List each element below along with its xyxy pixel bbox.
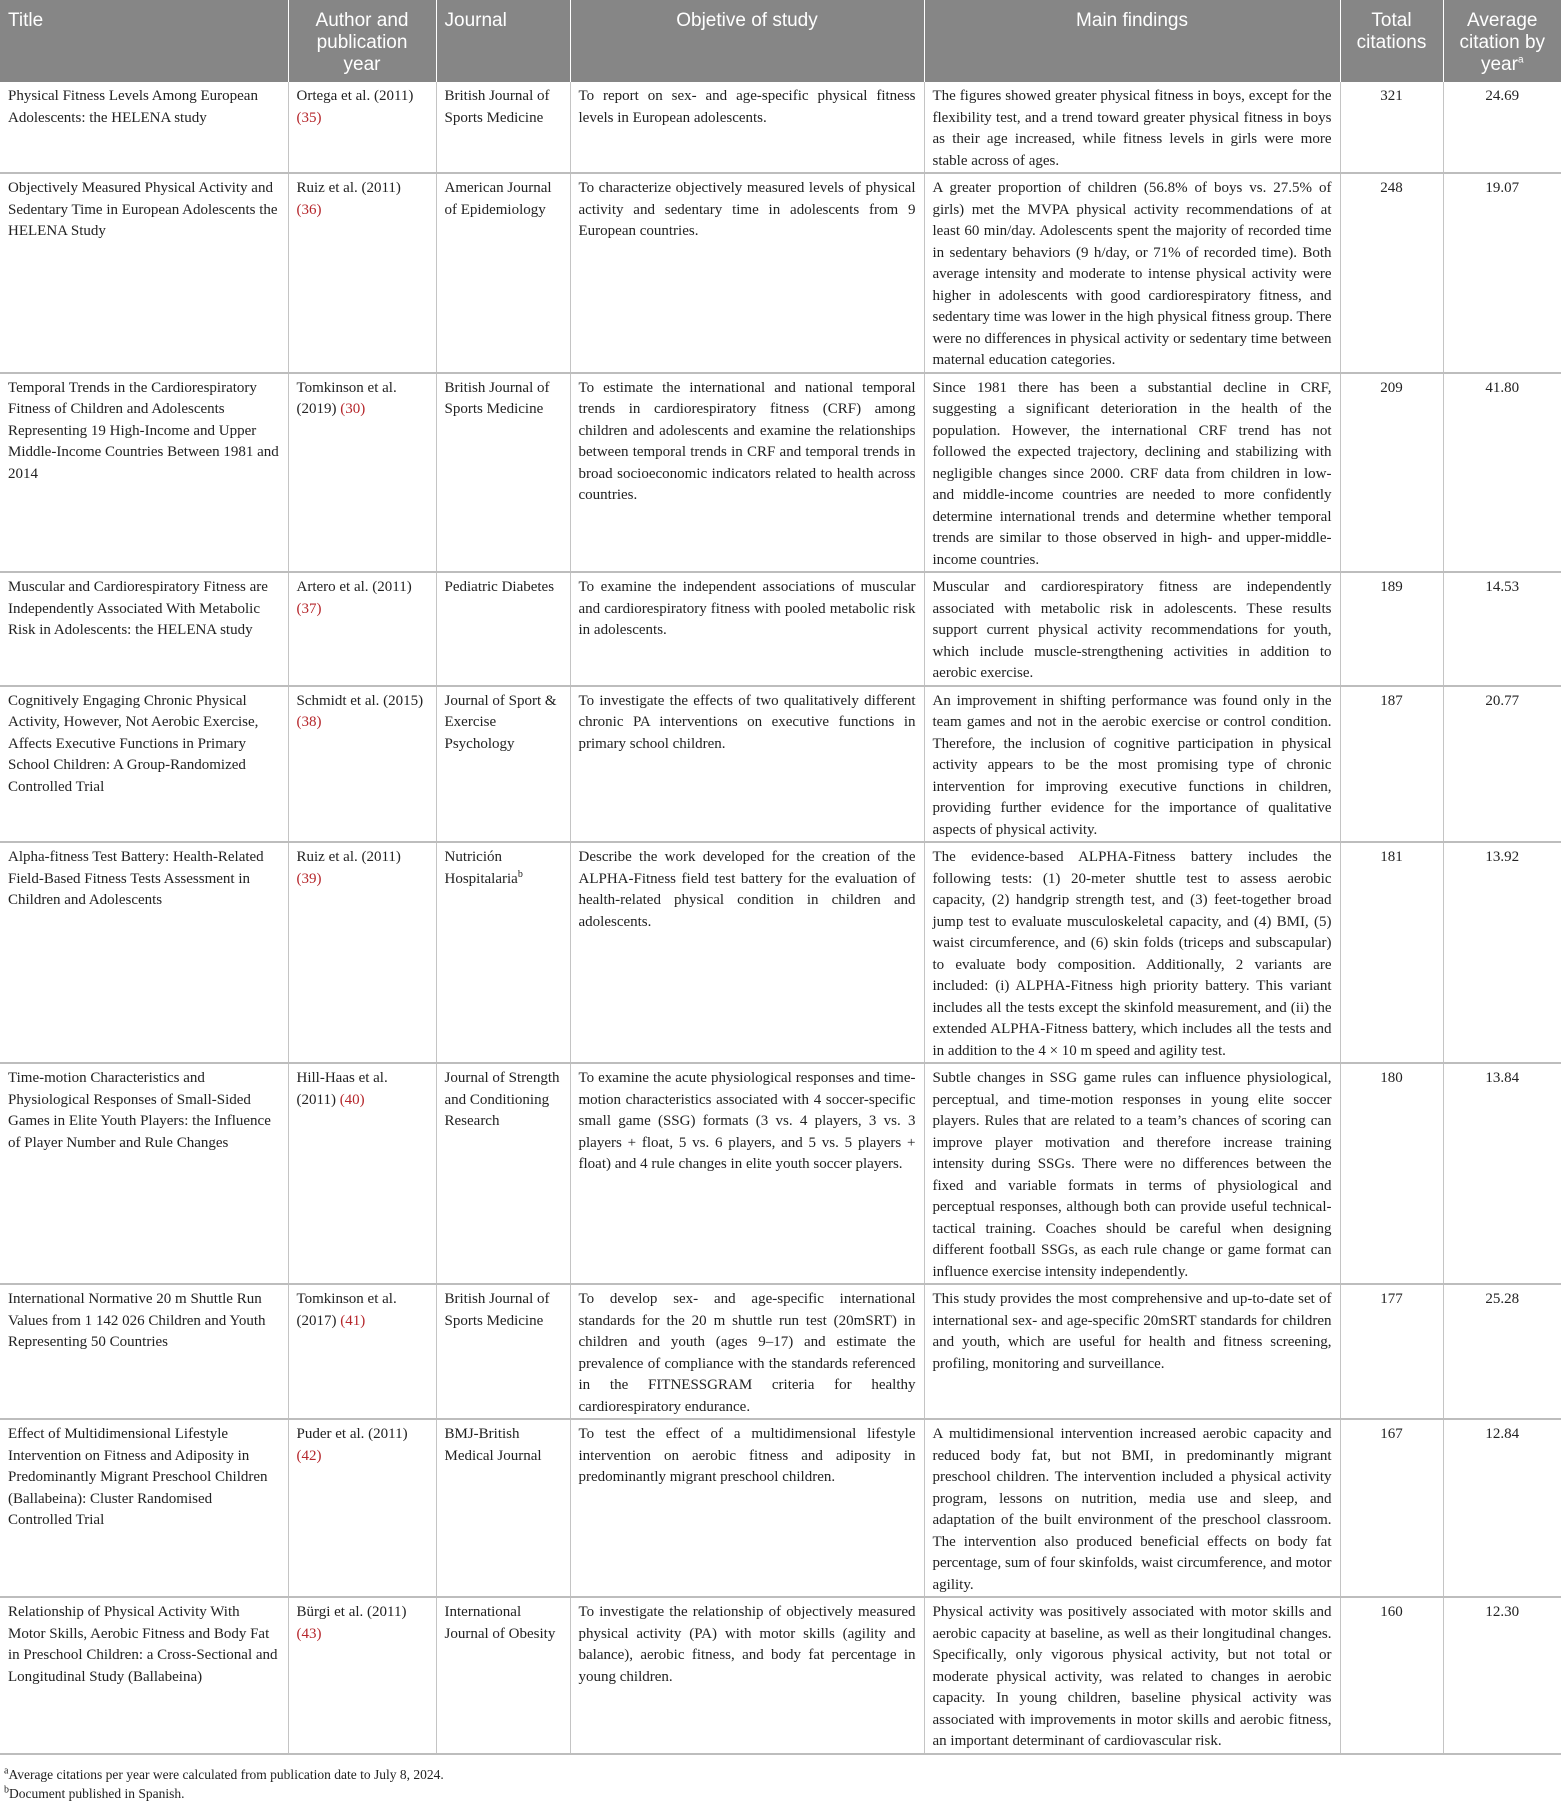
- reference-link[interactable]: (41): [340, 1312, 366, 1329]
- table-row: [0, 82, 1561, 173]
- cell-author: [288, 842, 436, 1063]
- cell-average-citation: 19.07: [1485, 180, 1520, 196]
- footnote: [4, 1765, 1561, 1784]
- author-name: Tomkinson et al. (2017): [296, 1291, 397, 1329]
- journal-name: International Journal of Obesity: [444, 1604, 556, 1642]
- cell-average-citation: 12.84: [1485, 1426, 1520, 1442]
- footnotes: [0, 1755, 1561, 1803]
- cell-title: Alpha-fitness Test Battery: Health-Related Field-Based Fitness Tests Assessment in Children and Adolescents: [0, 842, 288, 1063]
- cell-journal: [436, 686, 570, 843]
- cell-title: Temporal Trends in the Cardiorespiratory Fitness of Children and Adolescents Representing 19 High-Income and Upper Middle-Income Countries Between 1981 and 2014: [0, 373, 288, 573]
- cell-author: [288, 686, 436, 843]
- cell-total-citations: 181: [1340, 842, 1443, 1063]
- cell-journal: [436, 1419, 570, 1597]
- cell-journal: [436, 572, 570, 686]
- cell-total-citations: 189: [1340, 572, 1443, 686]
- journal-name: Nutrición Hospitalaria: [444, 849, 518, 887]
- table-row: [0, 1419, 1561, 1597]
- author-name: Hill-Haas et al. (2011): [296, 1070, 388, 1108]
- cell-objective: To test the effect of a multidimensional lifestyle intervention on aerobic fitness and adiposity in predominantly migrant preschool children.: [570, 1419, 924, 1597]
- header-objective: Objetive of study: [570, 0, 924, 82]
- cell-author: [288, 1419, 436, 1597]
- table-row: [0, 173, 1561, 373]
- journal-name: BMJ-British Medical Journal: [444, 1426, 542, 1464]
- cell-objective: To characterize objectively measured levels of physical activity and sedentary time in adolescents from 9 European countries.: [570, 173, 924, 373]
- journal-name: British Journal of Sports Medicine: [444, 88, 550, 126]
- cell-title: International Normative 20 m Shuttle Run Values from 1 142 026 Children and Youth Representing 50 Countries: [0, 1284, 288, 1419]
- cell-journal: [436, 1597, 570, 1754]
- table-row: [0, 1063, 1561, 1284]
- cell-objective: To develop sex- and age-specific international standards for the 20 m shuttle run test (20mSRT) in children and youth (ages 9–17) and estimate the prevalence of compliance with the standards referenced in the FITNESSGRAM criteria for healthy cardiorespiratory endurance.: [570, 1284, 924, 1419]
- cell-total-citations: 167: [1340, 1419, 1443, 1597]
- header-journal: Journal: [436, 0, 570, 82]
- cell-title: Effect of Multidimensional Lifestyle Intervention on Fitness and Adiposity in Predominantly Migrant Preschool Children (Ballabeina): Cluster Randomised Controlled Trial: [0, 1419, 288, 1597]
- cell-total-citations: 248: [1340, 173, 1443, 373]
- cell-findings: Muscular and cardiorespiratory fitness are independently associated with metabolic risk in adolescents. These results support current physical activity recommendations for youth, which include muscle-strengthening activities in addition to aerobic exercise.: [924, 572, 1340, 686]
- table-row: [0, 373, 1561, 573]
- cell-author: [288, 572, 436, 686]
- reference-link[interactable]: (39): [296, 870, 322, 887]
- cell-journal: [436, 82, 570, 173]
- journal-name: Journal of Strength and Conditioning Research: [444, 1070, 560, 1129]
- author-name: Ruiz et al. (2011): [296, 180, 401, 196]
- cell-title: Relationship of Physical Activity With Motor Skills, Aerobic Fitness and Body Fat in Preschool Children: a Cross-Sectional and Longitudinal Study (Ballabeina): [0, 1597, 288, 1754]
- cell-journal: [436, 373, 570, 573]
- journal-name: Pediatric Diabetes: [444, 579, 555, 595]
- cell-average-citation: 20.77: [1485, 692, 1520, 709]
- cell-total-citations: 321: [1340, 82, 1443, 173]
- author-name: Schmidt et al. (2015): [296, 692, 424, 709]
- cell-findings: An improvement in shifting performance was found only in the team games and not in the aerobic exercise or control condition. Therefore, the inclusion of cognitive participation in physical activity appears to be the most promising type of chronic intervention for improving executive functions in children, providing further evidence for the importance of qualitative aspects of physical activity.: [924, 686, 1340, 843]
- cell-title: Cognitively Engaging Chronic Physical Activity, However, Not Aerobic Exercise, Affects Executive Functions in Primary School Children: A Group-Randomized Controlled Trial: [0, 686, 288, 843]
- cell-author: [288, 1597, 436, 1754]
- cell-total-citations: 187: [1340, 686, 1443, 843]
- cell-objective: To report on sex- and age-specific physical fitness levels in European adolescents.: [570, 82, 924, 173]
- cell-title: Objectively Measured Physical Activity and Sedentary Time in European Adolescents the HELENA Study: [0, 173, 288, 373]
- cell-average-citation: 12.30: [1485, 1604, 1520, 1620]
- cell-total-citations: 180: [1340, 1063, 1443, 1284]
- reference-link[interactable]: (37): [296, 600, 322, 617]
- cell-author: [288, 373, 436, 573]
- reference-link[interactable]: (36): [296, 201, 322, 218]
- reference-link[interactable]: (43): [296, 1625, 322, 1642]
- header-findings: Main findings: [924, 0, 1340, 82]
- cell-objective: To investigate the effects of two qualitatively different chronic PA interventions on executive functions in primary school children.: [570, 686, 924, 843]
- journal-name: British Journal of Sports Medicine: [444, 1291, 550, 1329]
- author-name: Ruiz et al. (2011): [296, 849, 401, 865]
- reference-link[interactable]: (40): [339, 1091, 365, 1108]
- header-row: [0, 0, 1561, 82]
- reference-link[interactable]: (42): [296, 1447, 322, 1464]
- reference-link[interactable]: (35): [296, 109, 322, 126]
- cell-findings: Physical activity was positively associated with motor skills and aerobic capacity at baseline, as well as their longitudinal changes. Specifically, only vigorous physical activity, but not total or moderate physical activity, was related to changes in aerobic capacity. In young children, baseline physical activity was associated with improvements in motor skills and aerobic fitness, an important determinant of cardiovascular risk.: [924, 1597, 1340, 1754]
- cell-journal: [436, 173, 570, 373]
- header-average-label: Average citation by year: [1459, 10, 1546, 75]
- cell-objective: To investigate the relationship of objectively measured physical activity (PA) with motor skills (agility and balance), aerobic fitness, and body fat percentage in young children.: [570, 1597, 924, 1754]
- footnote-text: Document published in Spanish.: [9, 1785, 185, 1801]
- table-row: [0, 842, 1561, 1063]
- journal-footnote-mark: b: [517, 868, 523, 880]
- author-name: Puder et al. (2011): [296, 1426, 408, 1442]
- footnote-mark: b: [4, 1784, 9, 1795]
- cell-author: [288, 1284, 436, 1419]
- cell-author: [288, 1063, 436, 1284]
- cell-total-citations: 209: [1340, 373, 1443, 573]
- cell-journal: [436, 1284, 570, 1419]
- cell-average-citation: 13.92: [1485, 849, 1520, 865]
- cell-findings: A greater proportion of children (56.8% of boys vs. 27.5% of girls) met the MVPA physical activity recommendations of at least 60 min/day. Adolescents spent the majority of recorded time in sedentary behaviors (9 h/day, or 71% of recorded time). Both average intensity and moderate to intense physical activity were higher in adolescents with good cardiorespiratory fitness, and sedentary time was lower in the high physical fitness group. There were no differences in physical activity or sedentary time between maternal education categories.: [924, 173, 1340, 373]
- footnote-mark: a: [4, 1765, 9, 1776]
- footnote: [4, 1784, 1561, 1803]
- journal-name: British Journal of Sports Medicine: [444, 379, 550, 417]
- header-average-citation: [1443, 0, 1561, 82]
- author-name: Artero et al. (2011): [296, 579, 412, 595]
- cell-title: Time-motion Characteristics and Physiological Responses of Small-Sided Games in Elite Youth Players: the Influence of Player Number and Rule Changes: [0, 1063, 288, 1284]
- cell-average-citation: 13.84: [1485, 1070, 1520, 1086]
- table-body: [0, 82, 1561, 1754]
- header-average-sup: a: [1517, 54, 1524, 66]
- cell-average-citation: 41.80: [1485, 379, 1520, 396]
- reference-link[interactable]: (38): [296, 714, 322, 730]
- table-header: [0, 0, 1561, 82]
- cell-total-citations: 177: [1340, 1284, 1443, 1419]
- cell-average-citation: 25.28: [1485, 1291, 1520, 1307]
- cell-journal: [436, 1063, 570, 1284]
- cell-author: [288, 82, 436, 173]
- cell-average-citation: 14.53: [1485, 579, 1520, 595]
- cell-total-citations: 160: [1340, 1597, 1443, 1754]
- cell-findings: This study provides the most comprehensive and up-to-date set of international sex- and age-specific 20mSRT standards for children and youth, which are useful for health and fitness screening, profiling, monitoring and surveillance.: [924, 1284, 1340, 1419]
- cell-findings: Since 1981 there has been a substantial decline in CRF, suggesting a significant deterioration in the health of the population. However, the international CRF trend has not followed the expected trajectory, declining and stabilizing with negligible changes since 2000. CRF data from children in low- and middle-income countries are needed to more confidently determine international trends and determine whether temporal trends are similar to those observed in high- and upper-middle-income countries.: [924, 373, 1340, 573]
- journal-name: Journal of Sport & Exercise Psychology: [444, 692, 557, 752]
- reference-link[interactable]: (30): [340, 401, 366, 417]
- cell-average-citation: 24.69: [1485, 88, 1520, 104]
- cell-findings: A multidimensional intervention increased aerobic capacity and reduced body fat, but not BMI, in predominantly migrant preschool children. The intervention included a physical activity program, lessons on nutrition, media use and sleep, and adaptation of the built environment of the preschool classroom. The intervention also produced beneficial effects on body fat percentage, sum of four skinfolds, waist circumference, and motor agility.: [924, 1419, 1340, 1597]
- author-name: Ortega et al. (2011): [296, 88, 414, 104]
- author-name: Tomkinson et al. (2019): [296, 379, 397, 417]
- cell-title: Muscular and Cardiorespiratory Fitness are Independently Associated With Metabolic Risk in Adolescents: the HELENA study: [0, 572, 288, 686]
- header-title: Title: [0, 0, 288, 82]
- cell-title: Physical Fitness Levels Among European Adolescents: the HELENA study: [0, 82, 288, 173]
- cell-findings: Subtle changes in SSG game rules can influence physiological, perceptual, and time-motion responses in young elite soccer players. Rules that are related to a team’s chances of scoring can improve player motivation and therefore increase training intensity during SSGs. There were no differences between the fixed and variable formats in terms of physiological and perceptual responses, although both can provide useful technical-tactical training. Coaches should be careful when designing different football SSGs, as each rule change or game format can influence exercise intensity independently.: [924, 1063, 1340, 1284]
- table-row: [0, 686, 1561, 843]
- author-name: Bürgi et al. (2011): [296, 1604, 407, 1620]
- cell-objective: Describe the work developed for the creation of the ALPHA-Fitness field test battery for the evaluation of health-related physical condition in children and adolescents.: [570, 842, 924, 1063]
- cell-objective: To estimate the international and national temporal trends in cardiorespiratory fitness (CRF) among children and adolescents and examine the relationships between temporal trends in CRF and temporal trends in broad socioeconomic indicators related to health across countries.: [570, 373, 924, 573]
- footnote-text: Average citations per year were calculated from publication date to July 8, 2024.: [8, 1766, 444, 1782]
- cell-findings: The figures showed greater physical fitness in boys, except for the flexibility test, and a trend toward greater physical fitness in boys as their age increased, while fitness levels in girls were more stable across of ages.: [924, 82, 1340, 173]
- cell-author: [288, 173, 436, 373]
- cell-findings: The evidence-based ALPHA-Fitness battery includes the following tests: (1) 20-meter shuttle test to assess aerobic capacity, (2) handgrip strength test, and (3) feet-together broad jump test to evaluate musculoskeletal capacity, and (4) BMI, (5) waist circumference, and (6) skin folds (triceps and subscapular) to evaluate body composition. Additionally, 2 variants are included: (i) ALPHA-Fitness high priority battery. This variant includes all the tests except the skinfold measurement, and (ii) the extended ALPHA-Fitness battery, which includes all the tests and in addition to the 4 × 10 m speed and agility test.: [924, 842, 1340, 1063]
- table-row: [0, 1284, 1561, 1419]
- cell-objective: To examine the acute physiological responses and time-motion characteristics associated with 4 soccer-specific small game (SSG) formats (3 vs. 4 players, 3 vs. 3 players + float, 5 vs. 6 players, and 5 vs. 5 players + float) and 4 rule changes in elite youth soccer players.: [570, 1063, 924, 1284]
- table-row: [0, 572, 1561, 686]
- cell-objective: To examine the independent associations of muscular and cardiorespiratory fitness with pooled metabolic risk in adolescents.: [570, 572, 924, 686]
- header-author: Author and publication year: [288, 0, 436, 82]
- table-row: [0, 1597, 1561, 1754]
- cell-journal: [436, 842, 570, 1063]
- header-total-citations: Total citations: [1340, 0, 1443, 82]
- journal-name: American Journal of Epidemiology: [444, 180, 552, 218]
